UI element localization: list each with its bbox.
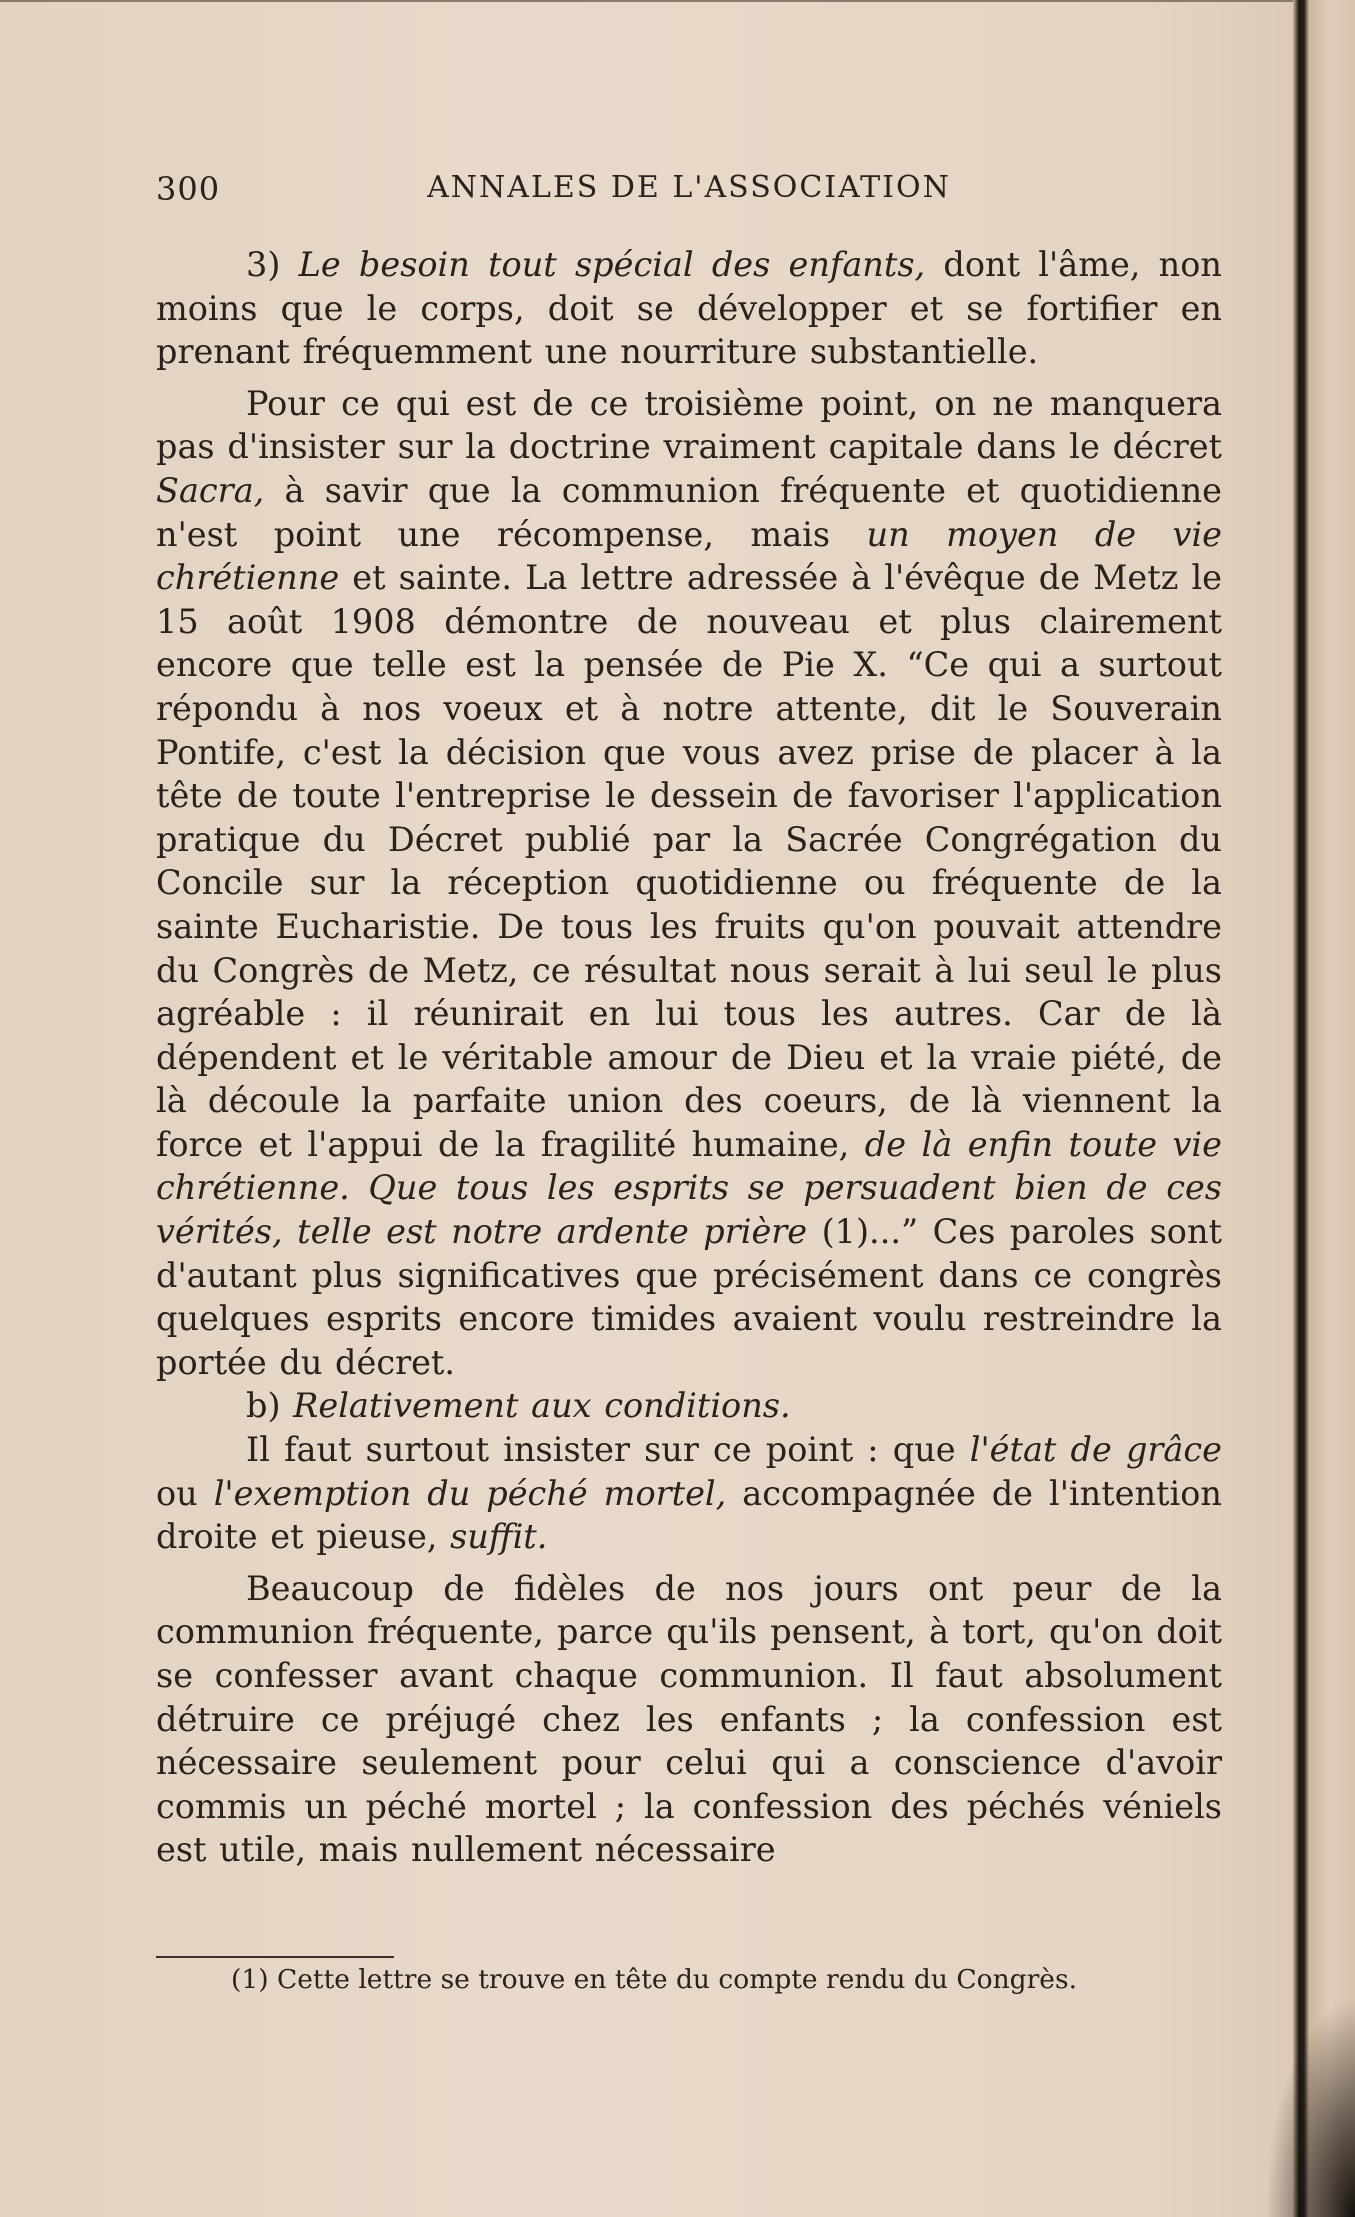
running-title: ANNALES DE L'ASSOCIATION <box>427 170 951 205</box>
paragraph-text: à savir que la communion fréquente et quotidienne n'est point une récompense, mais <box>156 470 1222 554</box>
footnote-text: Cette lettre se trouve en tête du compte rendu du Congrès. <box>268 1964 1078 1995</box>
paragraph-text: Beaucoup de fidèles de nos jours ont peur de la communion fréquente, parce qu'ils pensent, à tort, qu'on doit se confesser avant chaque communion. Il faut absolument détruire ce préjugé chez les enfants ; la confession est nécessaire seulement pour celui qui a conscience d'avoir commis un péché mortel ; la confession des péchés véniels est utile, mais nullement nécessaire <box>156 1568 1222 1870</box>
page-number: 300 <box>156 170 221 208</box>
paragraph-doctrine <box>156 382 1222 1385</box>
running-header <box>156 170 1222 216</box>
paragraph-section-b <box>156 1384 1222 1428</box>
paragraph-text: Il faut surtout insister sur ce point : que <box>246 1430 970 1470</box>
paragraph-text: Pour ce qui est de ce troisième point, on ne manquera pas d'insister sur la doctrine vraiment capitale dans le décret <box>156 383 1222 467</box>
emphasis-text: l'exemption du péché mortel, <box>213 1473 727 1513</box>
emphasis-text: un moyen de vie chrétienne <box>156 514 1222 598</box>
point-label: 3) <box>246 245 281 284</box>
paragraph-confession <box>156 1567 1222 1872</box>
page-top-edge <box>0 0 1295 2</box>
paragraph-text: accompagnée de l'intention droite et pieuse, <box>156 1473 1222 1557</box>
footnote <box>156 1962 1222 1998</box>
body-text <box>156 243 1222 1872</box>
book-gutter-edge <box>1293 0 1355 2217</box>
paragraph-text: dont l'âme, non moins que le corps, doit se développer et se fortifier en prenant fréquemment une nourriture substantielle. <box>156 245 1222 372</box>
emphasis-text: l'état de grâce <box>969 1430 1222 1470</box>
section-heading: Relativement aux conditions. <box>293 1386 791 1426</box>
quote-emphasis: de là enfin toute vie chrétienne. Que tous les esprits se persuadent bien de ces vérités, telle est notre ardente prière <box>156 1124 1222 1252</box>
paragraph-point-3 <box>156 243 1222 374</box>
paragraph-text: (1)...” Ces paroles sont d'autant plus significatives que précisément dans ce congrès quelques esprits encore timides avaient voulu restreindre la portée du décret. <box>156 1212 1222 1382</box>
paragraph-conditions <box>156 1428 1222 1559</box>
footnote-marker: (1) <box>231 1964 269 1995</box>
corner-shadow <box>1265 1997 1355 2217</box>
emphasis-text: suffit. <box>450 1517 548 1557</box>
decree-name: Sacra, <box>156 470 265 510</box>
paragraph-text: ou <box>156 1473 214 1513</box>
footnote-divider <box>156 1956 394 1958</box>
paragraph-text: et sainte. La lettre adressée à l'évêque de Metz le 15 août 1908 démontre de nouveau et plus clairement encore que telle est la pensée de Pie X. “Ce qui a surtout répondu à nos voeux et à notre attente, dit le Souverain Pontife, c'est la décision que vous avez prise de placer à la tête de toute l'entreprise le dessein de favoriser l'application pratique du Décret publié par la Sacrée Congrégation du Concile sur la réception quotidienne ou fréquente de la sainte Eucharistie. De tous les fruits qu'on pouvait attendre du Congrès de Metz, ce résultat nous serait à lui seul le plus agréable : il réunirait en lui tous les autres. Car de là dépendent et le véritable amour de Dieu et la vraie piété, de là découle la parfaite union des coeurs, de là viennent la force et l'appui de la fragilité humaine, <box>156 558 1222 1164</box>
section-label: b) <box>246 1386 281 1426</box>
point-heading: Le besoin tout spécial des enfants, <box>298 245 926 284</box>
